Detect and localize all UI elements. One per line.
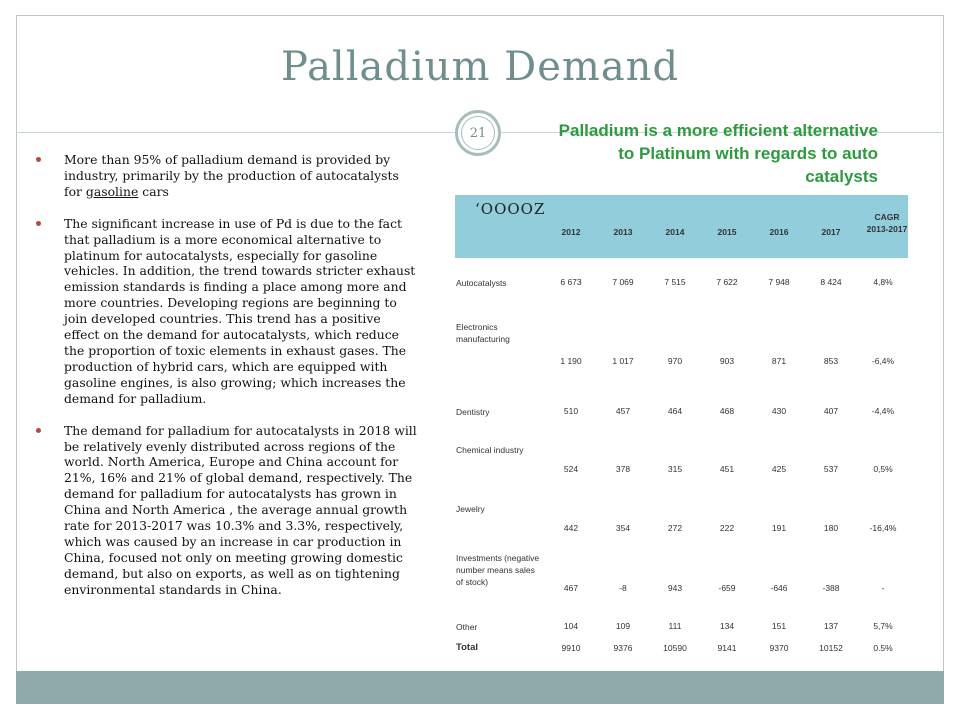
table-cell: 180 (823, 523, 839, 533)
table-cell: 10152 (819, 643, 843, 653)
table-cell: 109 (615, 621, 631, 631)
table-cell: 0,5% (873, 464, 893, 474)
table-row-label (456, 621, 556, 633)
table-cell: 430 (771, 406, 787, 416)
table-cell: 191 (771, 523, 787, 533)
table-cell: 272 (667, 523, 683, 533)
slide-title: Palladium Demand (280, 44, 680, 90)
bullet-text: The demand for palladium for autocatalysts in 2018 will be relatively evenly distributed across regions of the world. North America, Europe and China account for 21%, 16% and 21% of global demand, respectively. The demand for palladium for autocatalysts has grown in China and North America , the average annual growth rate for 2013-2017 was 10.3% and 3.3%, respectively, which was caused by an increase in car production in China, focused not only on meeting growing domestic demand, but also on exports, as well as on tightening environmental standards in China. (64, 422, 417, 597)
table-cell: -8 (619, 583, 627, 593)
table-row-label (456, 444, 556, 456)
table-row-label (456, 321, 556, 345)
table-cell: 6 673 (560, 277, 582, 287)
table-cell: -388 (822, 583, 840, 593)
table-row-label-line: Investments (negative (456, 553, 540, 563)
table-cell: 9370 (769, 643, 789, 653)
table-cell: 970 (667, 356, 683, 366)
table-row-label (456, 552, 556, 588)
table-header-year: 2015 (717, 227, 737, 237)
subtitle-line: catalysts (805, 167, 878, 186)
table-cell: 1 017 (612, 356, 634, 366)
table-cell: - (881, 583, 885, 593)
table-cell: 9376 (613, 643, 633, 653)
table-row-label (456, 277, 556, 289)
table-cell: 0.5% (873, 643, 893, 653)
subtitle-line: to Platinum with regards to auto (618, 144, 878, 163)
table-cell: 4,8% (873, 277, 893, 287)
table-cell: 7 622 (716, 277, 738, 287)
table-cell: 137 (823, 621, 839, 631)
table-cell: 903 (719, 356, 735, 366)
table-row-label (456, 406, 556, 418)
table-cell: 451 (719, 464, 735, 474)
table-cell: 524 (563, 464, 579, 474)
table-cell: 464 (667, 406, 683, 416)
table-cell: 425 (771, 464, 787, 474)
table-cell: 7 948 (768, 277, 790, 287)
table-header-year: 2017 (821, 227, 841, 237)
table-row-label (456, 642, 556, 654)
table-cell: -6,4% (871, 356, 895, 366)
bullet-underlined-word: gasoline (85, 183, 139, 199)
bullet-list (36, 152, 420, 614)
table-cell: 354 (615, 523, 631, 533)
table-cell: 9141 (717, 643, 737, 653)
table-cell: 5,7% (873, 621, 893, 631)
bullet-item (36, 216, 420, 407)
table-row-label (456, 503, 556, 515)
table-header-year: 2016 (769, 227, 789, 237)
table-row-label-line: Jewelry (456, 504, 485, 514)
table-cell: 378 (615, 464, 631, 474)
table-cell: -646 (770, 583, 788, 593)
table-cell: 7 515 (664, 277, 686, 287)
table-cell: -16,4% (869, 523, 897, 533)
page-number: 21 (461, 116, 495, 150)
table-row-label-line: Dentistry (456, 407, 490, 417)
table-cell: 537 (823, 464, 839, 474)
table-cell: 222 (719, 523, 735, 533)
table-cell: 104 (563, 621, 579, 631)
bullet-item (36, 152, 420, 200)
table-unit-label: ‘OOOOZ (475, 200, 546, 218)
table-cell: 7 069 (612, 277, 634, 287)
table-header-year: 2014 (665, 227, 685, 237)
bullet-dot-icon (36, 428, 41, 433)
table-cell: 943 (667, 583, 683, 593)
table-cell: 151 (771, 621, 787, 631)
table-cell: 8 424 (820, 277, 842, 287)
table-cell: 510 (563, 406, 579, 416)
table-cell: 1 190 (560, 356, 582, 366)
table-header-cagr: CAGR (874, 212, 900, 222)
table-row-label-line: Other (456, 622, 478, 632)
subtitle-line: Palladium is a more efficient alternative (558, 121, 878, 140)
table-cell: 457 (615, 406, 631, 416)
bullet-text: More than 95% of palladium demand is provided by industry, primarily by the production of autocatalysts for (64, 152, 399, 199)
table-cell: 442 (563, 523, 579, 533)
table-subtitle (505, 119, 878, 188)
table-cell: 9910 (561, 643, 581, 653)
table-header-cagr: 2013-2017 (866, 224, 908, 234)
table-row-label-line: Chemical industry (456, 445, 524, 455)
table-cell: 871 (771, 356, 787, 366)
footer-band (16, 671, 944, 704)
table-cell: 467 (563, 583, 579, 593)
bullet-item (36, 423, 420, 598)
table-cell: 10590 (663, 643, 687, 653)
table-cell: 111 (668, 621, 682, 631)
table-row-label-line: of stock) (456, 577, 489, 587)
table-row-label-line: number means sales (456, 565, 535, 575)
table-cell: 853 (823, 356, 839, 366)
bullet-dot-icon (36, 221, 41, 226)
table-cell: -4,4% (871, 406, 895, 416)
table-cell: 315 (667, 464, 683, 474)
table-row-label-line: manufacturing (456, 334, 510, 344)
bullet-text: The significant increase in use of Pd is due to the fact that palladium is a more economical alternative to platinum for autocatalysts, especially for gasoline vehicles. In addition, the trend towards stricter exhaust emission standards is finding a place among more and more countries. Developing regions are beginning to join developed countries. This trend has a positive effect on the demand for autocatalysts, which reduce the proportion of toxic elements in exhaust gases. The production of hybrid cars, which are equipped with gasoline engines, is also growing; which increases the demand for palladium. (64, 215, 416, 406)
table-row-label-line: Electronics (456, 322, 498, 332)
table-cell: 468 (719, 406, 735, 416)
table-header-year: 2013 (613, 227, 633, 237)
bullet-dot-icon (36, 157, 41, 162)
table-cell: 407 (823, 406, 839, 416)
page-number-badge (455, 110, 501, 156)
table-row-label-line: Autocatalysts (456, 278, 507, 288)
bullet-text: cars (138, 183, 169, 199)
table-header-year: 2012 (561, 227, 581, 237)
table-row-label-line: Total (456, 642, 478, 653)
table-cell: 134 (719, 621, 735, 631)
table-cell: -659 (718, 583, 736, 593)
